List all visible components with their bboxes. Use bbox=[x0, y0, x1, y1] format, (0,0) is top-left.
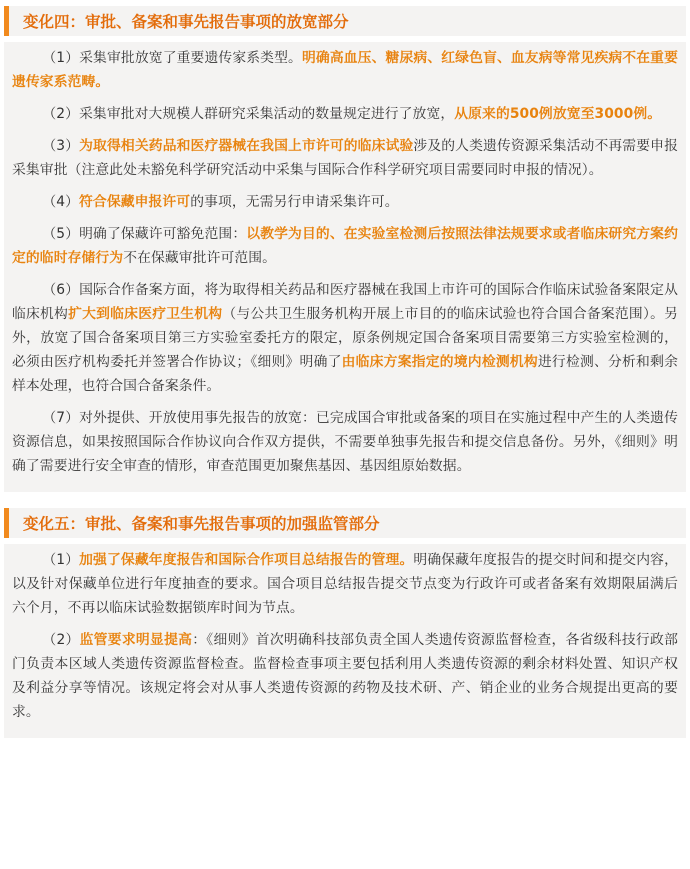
body-text: 的事项，无需另行申请采集许可。 bbox=[190, 194, 399, 210]
body-text: （4） bbox=[42, 194, 80, 210]
highlighted-text: 从原来的500例放宽至3000例。 bbox=[454, 106, 662, 122]
body-text: 涉及的人类遗传资源采集活动不再需要申报采集审批（注意此处未豁免科学研究活动中采集与国际合作科学研究项目需要同时申报的情况）。 bbox=[12, 138, 678, 178]
highlighted-text: 为取得相关药品和医疗器械在我国上市许可的临床试验 bbox=[79, 138, 414, 154]
body-text: 进行检测、分析和剩余样本处理，也符合国合备案条件。 bbox=[12, 354, 678, 394]
paragraph-2 bbox=[12, 628, 678, 724]
body-text: ：《细则》首次明确科技部负责全国人类遗传资源监督检查，各省级科技行政部门负责本区域人类遗传资源监督检查。监督检查事项主要包括利用人类遗传资源的剩余材料处置、知识产权及利益分享等情况。该规定将会对从事人类遗传资源的药物及技术研、产、销企业的业务合规提出更高的要求。 bbox=[12, 632, 678, 720]
body-text: 明确保藏年度报告的提交时间和提交内容，以及针对保藏单位进行年度抽查的要求。国合项目总结报告提交节点变为行政许可或者备案有效期限届满后六个月，不再以临床试验数据锁库时间为节点。 bbox=[12, 552, 678, 616]
highlighted-text: 以教学为目的、在实验室检测后按照法律法规要求或者临床研究方案约定的临时存储行为 bbox=[12, 226, 678, 266]
highlighted-text: 由临床方案指定的境内检测机构 bbox=[341, 354, 538, 370]
body-text: （1） bbox=[42, 552, 80, 568]
section-four-body bbox=[4, 42, 686, 492]
section-changes-five bbox=[0, 508, 690, 738]
section-changes-four bbox=[0, 6, 690, 492]
highlighted-text: 监管要求明显提高 bbox=[79, 632, 193, 648]
highlighted-text: 扩大到临床医疗卫生机构 bbox=[68, 306, 223, 322]
paragraph-4 bbox=[12, 190, 678, 214]
highlighted-text: 符合保藏申报许可 bbox=[79, 194, 191, 210]
body-text: （6）国际合作备案方面，将为取得相关药品和医疗器械在我国上市许可的国际合作临床试验备案限定从临床机构 bbox=[12, 282, 678, 322]
body-text: （2） bbox=[42, 632, 80, 648]
highlighted-text: 加强了保藏年度报告和国际合作项目总结报告的管理。 bbox=[79, 552, 414, 568]
paragraph-5 bbox=[12, 222, 678, 270]
paragraph-3 bbox=[12, 134, 678, 182]
section-title-five: 变化五：审批、备案和事先报告事项的加强监管部分 bbox=[4, 508, 686, 538]
highlighted-text: 明确高血压、糖尿病、红绿色盲、血友病等常见疾病不在重要遗传家系范畴。 bbox=[12, 50, 678, 90]
body-text: （5）明确了保藏许可豁免范围： bbox=[42, 226, 247, 242]
section-title-four: 变化四：审批、备案和事先报告事项的放宽部分 bbox=[4, 6, 686, 36]
paragraph-7 bbox=[12, 406, 678, 478]
paragraph-6 bbox=[12, 278, 678, 398]
body-text: （2）采集审批对大规模人群研究采集活动的数量规定进行了放宽， bbox=[42, 106, 455, 122]
paragraph-1 bbox=[12, 548, 678, 620]
section-five-body bbox=[4, 544, 686, 738]
paragraph-2 bbox=[12, 102, 678, 126]
body-text: （与公共卫生服务机构开展上市目的的临床试验也符合国合备案范围）。另外，放宽了国合备案项目第三方实验室委托方的限定，原条例规定国合备案项目需要第三方实验室检测的，必须由医疗机构委托并签署合作协议；《细则》明确了 bbox=[12, 306, 678, 370]
body-text: 不在保藏审批许可范围。 bbox=[123, 250, 277, 266]
paragraph-1 bbox=[12, 46, 678, 94]
body-text: （1）采集审批放宽了重要遗传家系类型。 bbox=[42, 50, 302, 66]
body-text: （7）对外提供、开放使用事先报告的放宽：已完成国合审批或备案的项目在实施过程中产生的人类遗传资源信息，如果按照国际合作协议向合作双方提供，不需要单独事先报告和提交信息备份。另外，《细则》明确了需要进行安全审查的情形，审查范围更加聚焦基因、基因组原始数据。 bbox=[12, 410, 678, 474]
body-text: （3） bbox=[42, 138, 80, 154]
